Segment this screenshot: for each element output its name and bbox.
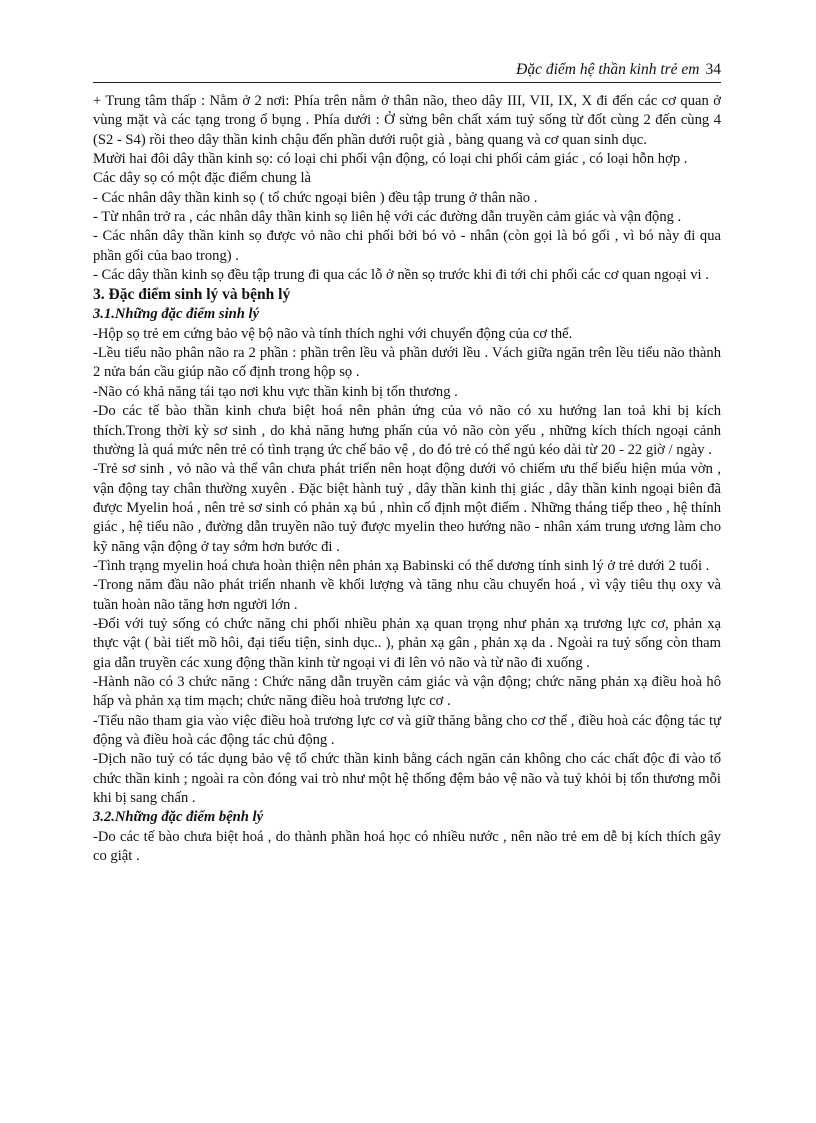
- page-number: 34: [705, 61, 721, 78]
- paragraph: - Các nhân dây thần kinh sọ ( tổ chức ngoại biên ) đều tập trung ở thân não .: [93, 189, 538, 206]
- paragraph: Các dây sọ có một đặc điểm chung là: [93, 170, 312, 187]
- paragraph: -Hành não có 3 chức năng : Chức năng dẫn truyền cảm giác và vận động; chức năng phản xạ điều hoà hô hấp và phản xạ tim mạch; chức năng điều hoà trương lực cơ .: [93, 673, 721, 710]
- paragraph: -Tình trạng myelin hoá chưa hoàn thiện nên phản xạ Babinski có thể dương tính sinh lý ở trẻ dưới 2 tuổi .: [93, 557, 710, 574]
- paragraph: - Từ nhân trở ra , các nhân dây thần kinh sọ liên hệ với các đường dẫn truyền cảm giác và vận động .: [93, 209, 682, 226]
- page-body: [93, 92, 721, 866]
- paragraph: - Các nhân dây thần kinh sọ được vỏ não chi phối bởi bó vỏ - nhân (còn gọi là bó gối , vì bó này đi qua phần gối của bao trong) .: [93, 228, 721, 264]
- paragraph: -Hộp sọ trẻ em cứng bảo vệ bộ não và tính thích nghi với chuyển động của cơ thể.: [93, 325, 573, 342]
- page-header: [93, 60, 721, 83]
- paragraph: -Dịch não tuỷ có tác dụng bảo vệ tổ chức thần kinh bằng cách ngăn cản không cho các chất độc đi vào tổ chức thần kinh ; ngoài ra còn đóng vai trò như một hệ thống đệm bảo vệ não và tuỷ khỏi bị tổn thương mỗi khi bị sang chấn .: [93, 751, 721, 807]
- paragraph: -Trẻ sơ sinh , vỏ não và thể vân chưa phát triển nên hoạt động dưới vỏ chiếm ưu thế biểu hiện múa vờn , vận động tay chân thường xuyên . Đặc biệt hành tuỷ , dây thần kinh thị giác , dây thần kinh ngoại biên đã được Myelin hoá , nên trẻ sơ sinh có phản xạ bú , nhìn cố định một điểm . Những tháng tiếp theo , hệ thính giác , hệ tiểu não , đường dẫn truyền não tuỷ được myelin theo hướng não - nhân xám trung ương làm cho kỹ năng vận động ở tay sớm hơn bước đi .: [93, 461, 721, 555]
- paragraph: -Đối với tuỷ sống có chức năng chi phối nhiều phản xạ quan trọng như phản xạ trương lực cơ, phản xạ thực vật ( bài tiết mồ hôi, đại tiểu tiện, sinh dục.. ), phản xạ gân , phản xạ da . Ngoài ra tuỷ sống còn tham gia dẫn truyền các xung động thần kinh từ ngoại vi đi lên vỏ não và từ não đi xuống .: [93, 615, 721, 671]
- header-title: Đặc điểm hệ thần kinh trẻ em: [516, 61, 700, 78]
- paragraph: + Trung tâm thấp : Nằm ở 2 nơi: Phía trên nằm ở thân não, theo dây III, VII, IX, X đi đến các cơ quan ở vùng mặt và các tạng trong ổ bụng . Phía dưới : Ở sừng bên chất xám tuỷ sống từ đốt cùng 2 đến cùng 4 (S2 - S4) rồi theo dây thần kinh chậu đến phần dưới ruột già , bàng quang và cơ quan sinh dục.: [93, 93, 721, 148]
- paragraph: Mười hai đôi dây thần kinh sọ: có loại chi phối vận động, có loại chi phối cảm giác , có loại hỗn hợp .: [93, 151, 688, 168]
- paragraph: -Do các tế bào chưa biệt hoá , do thành phần hoá học có nhiều nước , nên não trẻ em dễ bị kích thích gây co giật .: [93, 828, 721, 865]
- paragraph: -Não có khả năng tái tạo nơi khu vực thần kinh bị tổn thương .: [93, 383, 458, 400]
- paragraph: - Các dây thần kinh sọ đều tập trung đi qua các lỗ ở nền sọ trước khi đi tới chi phối các cơ quan ngoại vi .: [93, 267, 709, 284]
- paragraph: -Do các tế bào thần kinh chưa biệt hoá nên phản ứng của vỏ não có xu hướng lan toả khi bị kích thích.Trong thời kỳ sơ sinh , do khả năng hưng phấn của vỏ não còn yếu , những kích thích ngoại cảnh thường là quá mức nên trẻ có tình trạng ức chế bảo vệ , do đó trẻ có thể ngủ kéo dài từ 20 - 22 giờ / ngày .: [93, 403, 721, 458]
- subsection-heading-physiology: 3.1.Những đặc điểm sinh lý: [93, 306, 260, 323]
- section-heading: 3. Đặc điểm sinh lý và bệnh lý: [93, 286, 291, 304]
- paragraph: -Trong năm đầu não phát triển nhanh về khối lượng và tăng nhu cầu chuyển hoá , vì vậy tiêu thụ oxy và tuần hoàn não tăng hơn người lớn .: [93, 577, 721, 613]
- paragraph: -Lều tiểu não phân não ra 2 phần : phần trên lều và phần dưới lều . Vách giữa ngăn trên lều tiểu não thành 2 nửa bán cầu giúp não cố định trong hộp sọ .: [93, 345, 721, 381]
- paragraph: -Tiểu não tham gia vào việc điều hoà trương lực cơ và giữ thăng bằng cho cơ thể , điều hoà các động tác tự động và điều hoà các động tác chủ động .: [93, 712, 721, 748]
- subsection-heading-pathology: 3.2.Những đặc điểm bệnh lý: [93, 809, 264, 826]
